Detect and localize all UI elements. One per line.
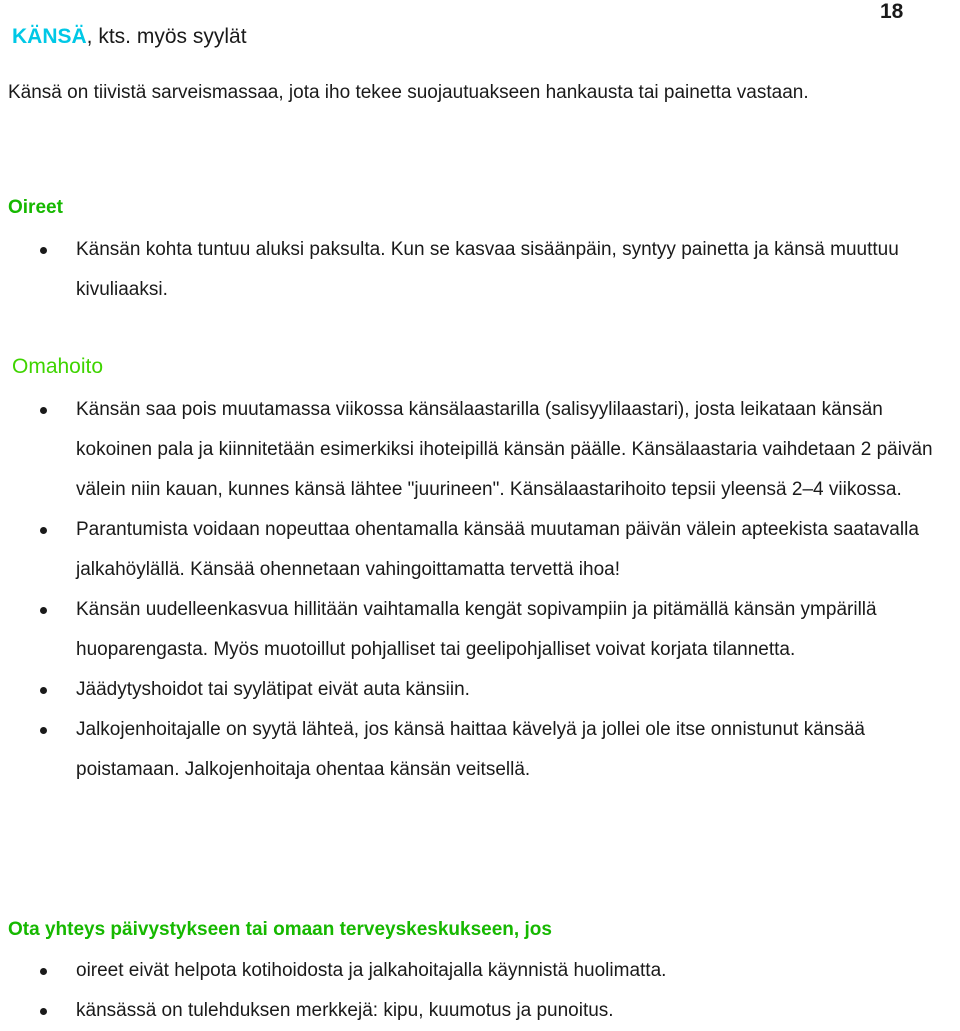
list-item-text: oireet eivät helpota kotihoidosta ja jalkahoitajalla käynnistä huolimatta. (76, 960, 667, 981)
intro-paragraph: Känsä on tiivistä sarveismassaa, jota iho tekee suojautuakseen hankausta tai painetta vastaan. (8, 82, 809, 103)
title-subtitle: , kts. myös syylät (86, 25, 247, 48)
list-item-text: Känsän saa pois muutamassa viikossa känsälaastarilla (salisyylilaastari), josta leikataan känsän kokoinen pala ja kiinnitetään esimerkiksi ihoteipillä känsän päälle. Känsälaastaria vaihdetaan 2 päivän välein niin kauan, kunnes känsä lähtee "juurineen". Känsälaastarihoito tepsii yleensä 2–4 viikossa. (76, 399, 933, 500)
title-keyword: KÄNSÄ (12, 25, 87, 48)
bullet-icon (40, 607, 47, 614)
bullet-icon (40, 687, 47, 694)
bullet-list-omahoito (0, 390, 960, 790)
section-heading-omahoito: Omahoito (12, 355, 104, 378)
list-item (0, 590, 960, 670)
list-item-text: Jalkojenhoitajalle on syytä lähteä, jos känsä haittaa kävelyä ja jollei ole itse onnistunut känsää poistamaan. Jalkojenhoitaja ohentaa känsän veitsellä. (76, 719, 865, 780)
bullet-icon (40, 968, 47, 975)
list-item-text: Parantumista voidaan nopeuttaa ohentamalla känsää muutaman päivän välein apteekista saatavalla jalkahöylällä. Känsää ohennetaan vahingoittamatta tervettä ihoa! (76, 519, 919, 580)
bullet-list-contact (0, 951, 960, 1031)
page-number: 18 (880, 0, 904, 23)
bullet-icon (40, 1008, 47, 1015)
list-item (0, 510, 960, 590)
section-heading-contact: Ota yhteys päivystykseen tai omaan terveyskeskukseen, jos (8, 919, 552, 940)
list-item-text: Känsän kohta tuntuu aluksi paksulta. Kun se kasvaa sisäänpäin, syntyy painetta ja känsä muuttuu kivuliaaksi. (76, 239, 899, 300)
page-title (12, 24, 247, 50)
bullet-icon (40, 247, 47, 254)
bullet-icon (40, 527, 47, 534)
list-item-text: känsässä on tulehduksen merkkejä: kipu, kuumotus ja punoitus. (76, 1000, 614, 1021)
bullet-icon (40, 727, 47, 734)
list-item (0, 951, 960, 991)
bullet-list-oireet (0, 230, 960, 310)
bullet-icon (40, 407, 47, 414)
list-item (0, 390, 960, 510)
list-item (0, 670, 960, 710)
list-item (0, 710, 960, 790)
list-item-text: Jäädytyshoidot tai syylätipat eivät auta känsiin. (76, 679, 470, 700)
list-item (0, 991, 960, 1031)
section-heading-oireet: Oireet (8, 197, 63, 218)
list-item (0, 230, 960, 310)
list-item-text: Känsän uudelleenkasvua hillitään vaihtamalla kengät sopivampiin ja pitämällä känsän ympärillä huoparengasta. Myös muotoillut pohjalliset tai geelipohjalliset voivat korjata tilannetta. (76, 599, 877, 660)
